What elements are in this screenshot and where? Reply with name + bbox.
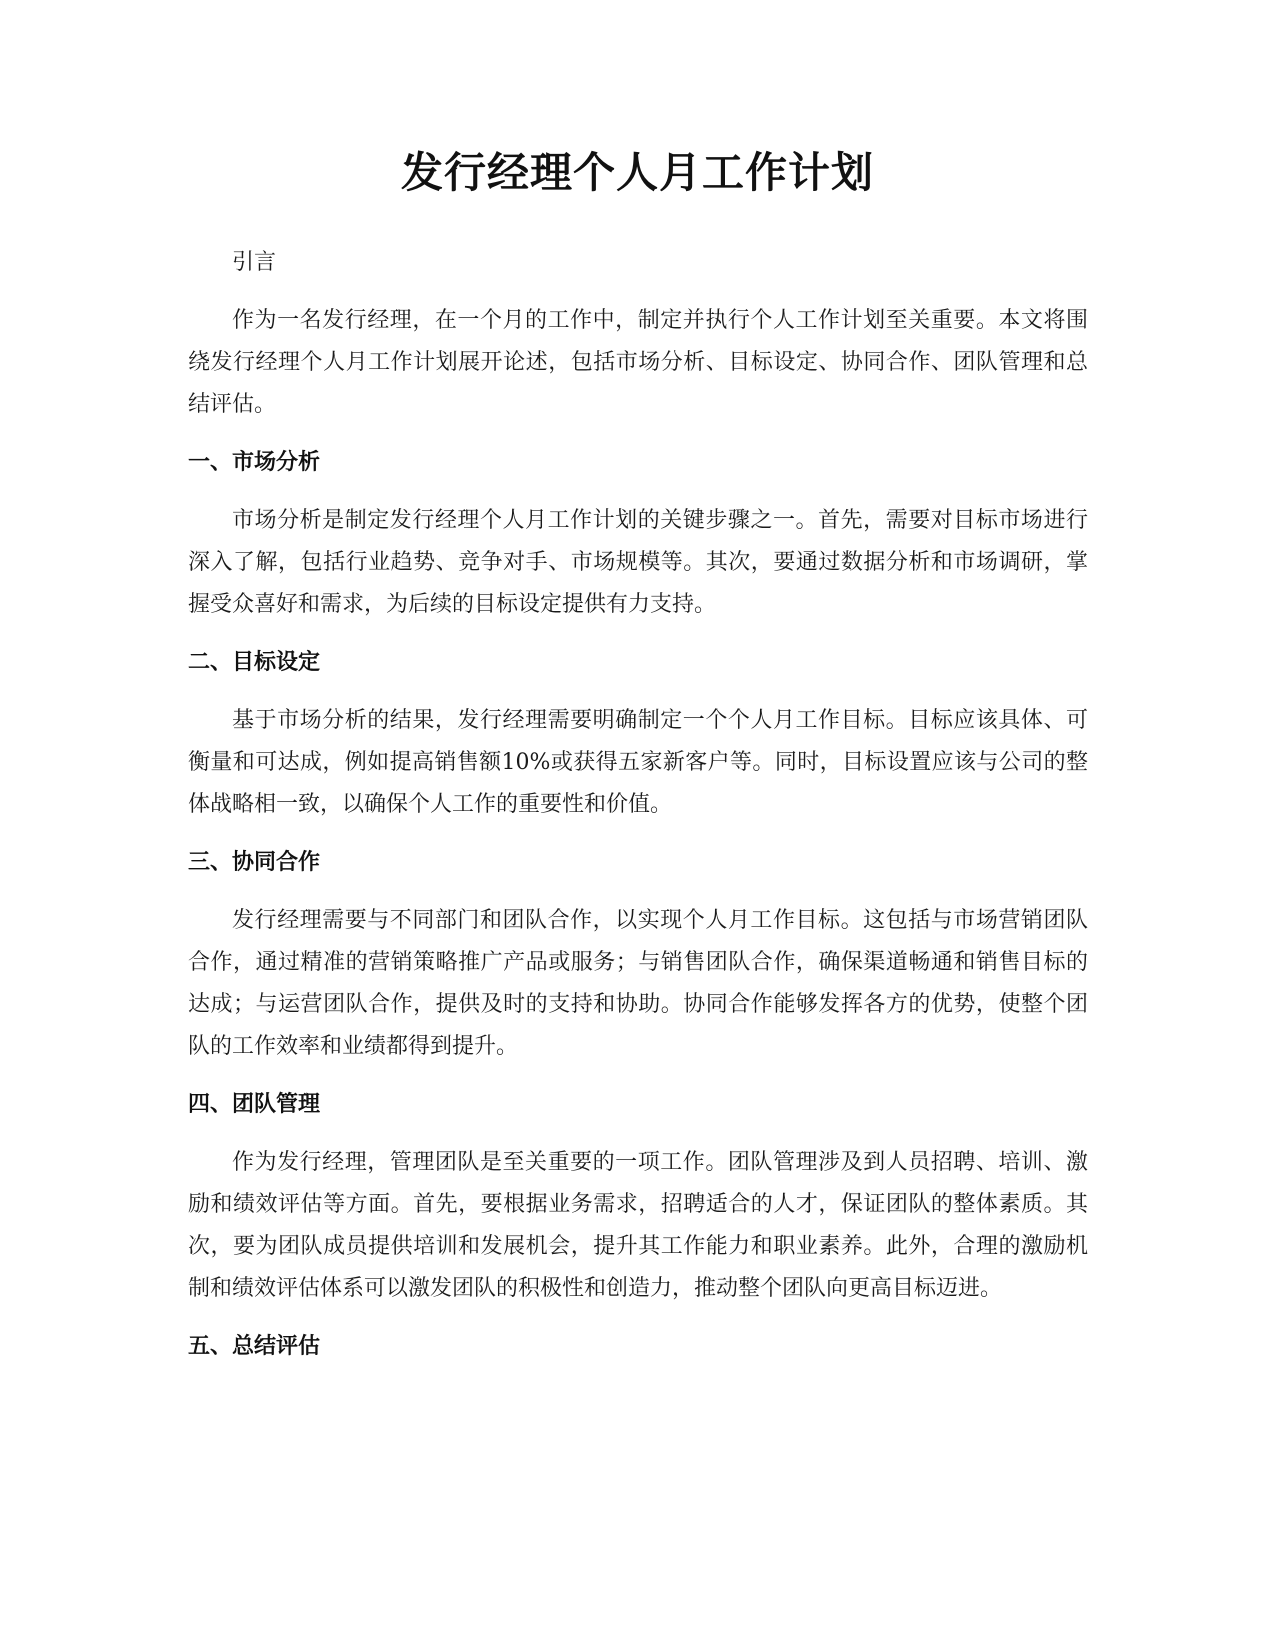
intro-paragraph: 作为一名发行经理，在一个月的工作中，制定并执行个人工作计划至关重要。本文将围绕发行经理个人月工作计划展开论述，包括市场分析、目标设定、协同合作、团队管理和总结评估。	[188, 308, 1088, 417]
section-paragraph: 发行经理需要与不同部门和团队合作，以实现个人月工作目标。这包括与市场营销团队合作，通过精准的营销策略推广产品或服务；与销售团队合作，确保渠道畅通和销售目标的达成；与运营团队合作，提供及时的支持和协助。协同合作能够发挥各方的优势，使整个团队的工作效率和业绩都得到提升。	[188, 908, 1088, 1059]
document-body	[188, 242, 1088, 1384]
document-title: 发行经理个人月工作计划	[400, 148, 874, 197]
section-goal-setting	[188, 642, 1088, 826]
section-team-management	[188, 1084, 1088, 1310]
section-heading: 三、协同合作	[188, 850, 321, 875]
section-heading: 五、总结评估	[188, 1334, 321, 1359]
section-heading: 二、目标设定	[188, 650, 321, 675]
section-collaboration	[188, 842, 1088, 1068]
section-heading: 一、市场分析	[188, 450, 321, 475]
section-paragraph: 市场分析是制定发行经理个人月工作计划的关键步骤之一。首先，需要对目标市场进行深入了解，包括行业趋势、竞争对手、市场规模等。其次，要通过数据分析和市场调研，掌握受众喜好和需求，为后续的目标设定提供有力支持。	[188, 508, 1088, 617]
section-paragraph: 作为发行经理，管理团队是至关重要的一项工作。团队管理涉及到人员招聘、培训、激励和绩效评估等方面。首先，要根据业务需求，招聘适合的人才，保证团队的整体素质。其次，要为团队成员提供培训和发展机会，提升其工作能力和职业素养。此外，合理的激励机制和绩效评估体系可以激发团队的积极性和创造力，推动整个团队向更高目标迈进。	[188, 1150, 1088, 1301]
section-market-analysis	[188, 442, 1088, 626]
intro-label: 引言	[232, 250, 277, 275]
section-summary-evaluation	[188, 1326, 1088, 1368]
section-paragraph: 基于市场分析的结果，发行经理需要明确制定一个个人月工作目标。目标应该具体、可衡量和可达成，例如提高销售额10%或获得五家新客户等。同时，目标设置应该与公司的整体战略相一致，以确保个人工作的重要性和价值。	[188, 708, 1088, 817]
section-heading: 四、团队管理	[188, 1092, 321, 1117]
